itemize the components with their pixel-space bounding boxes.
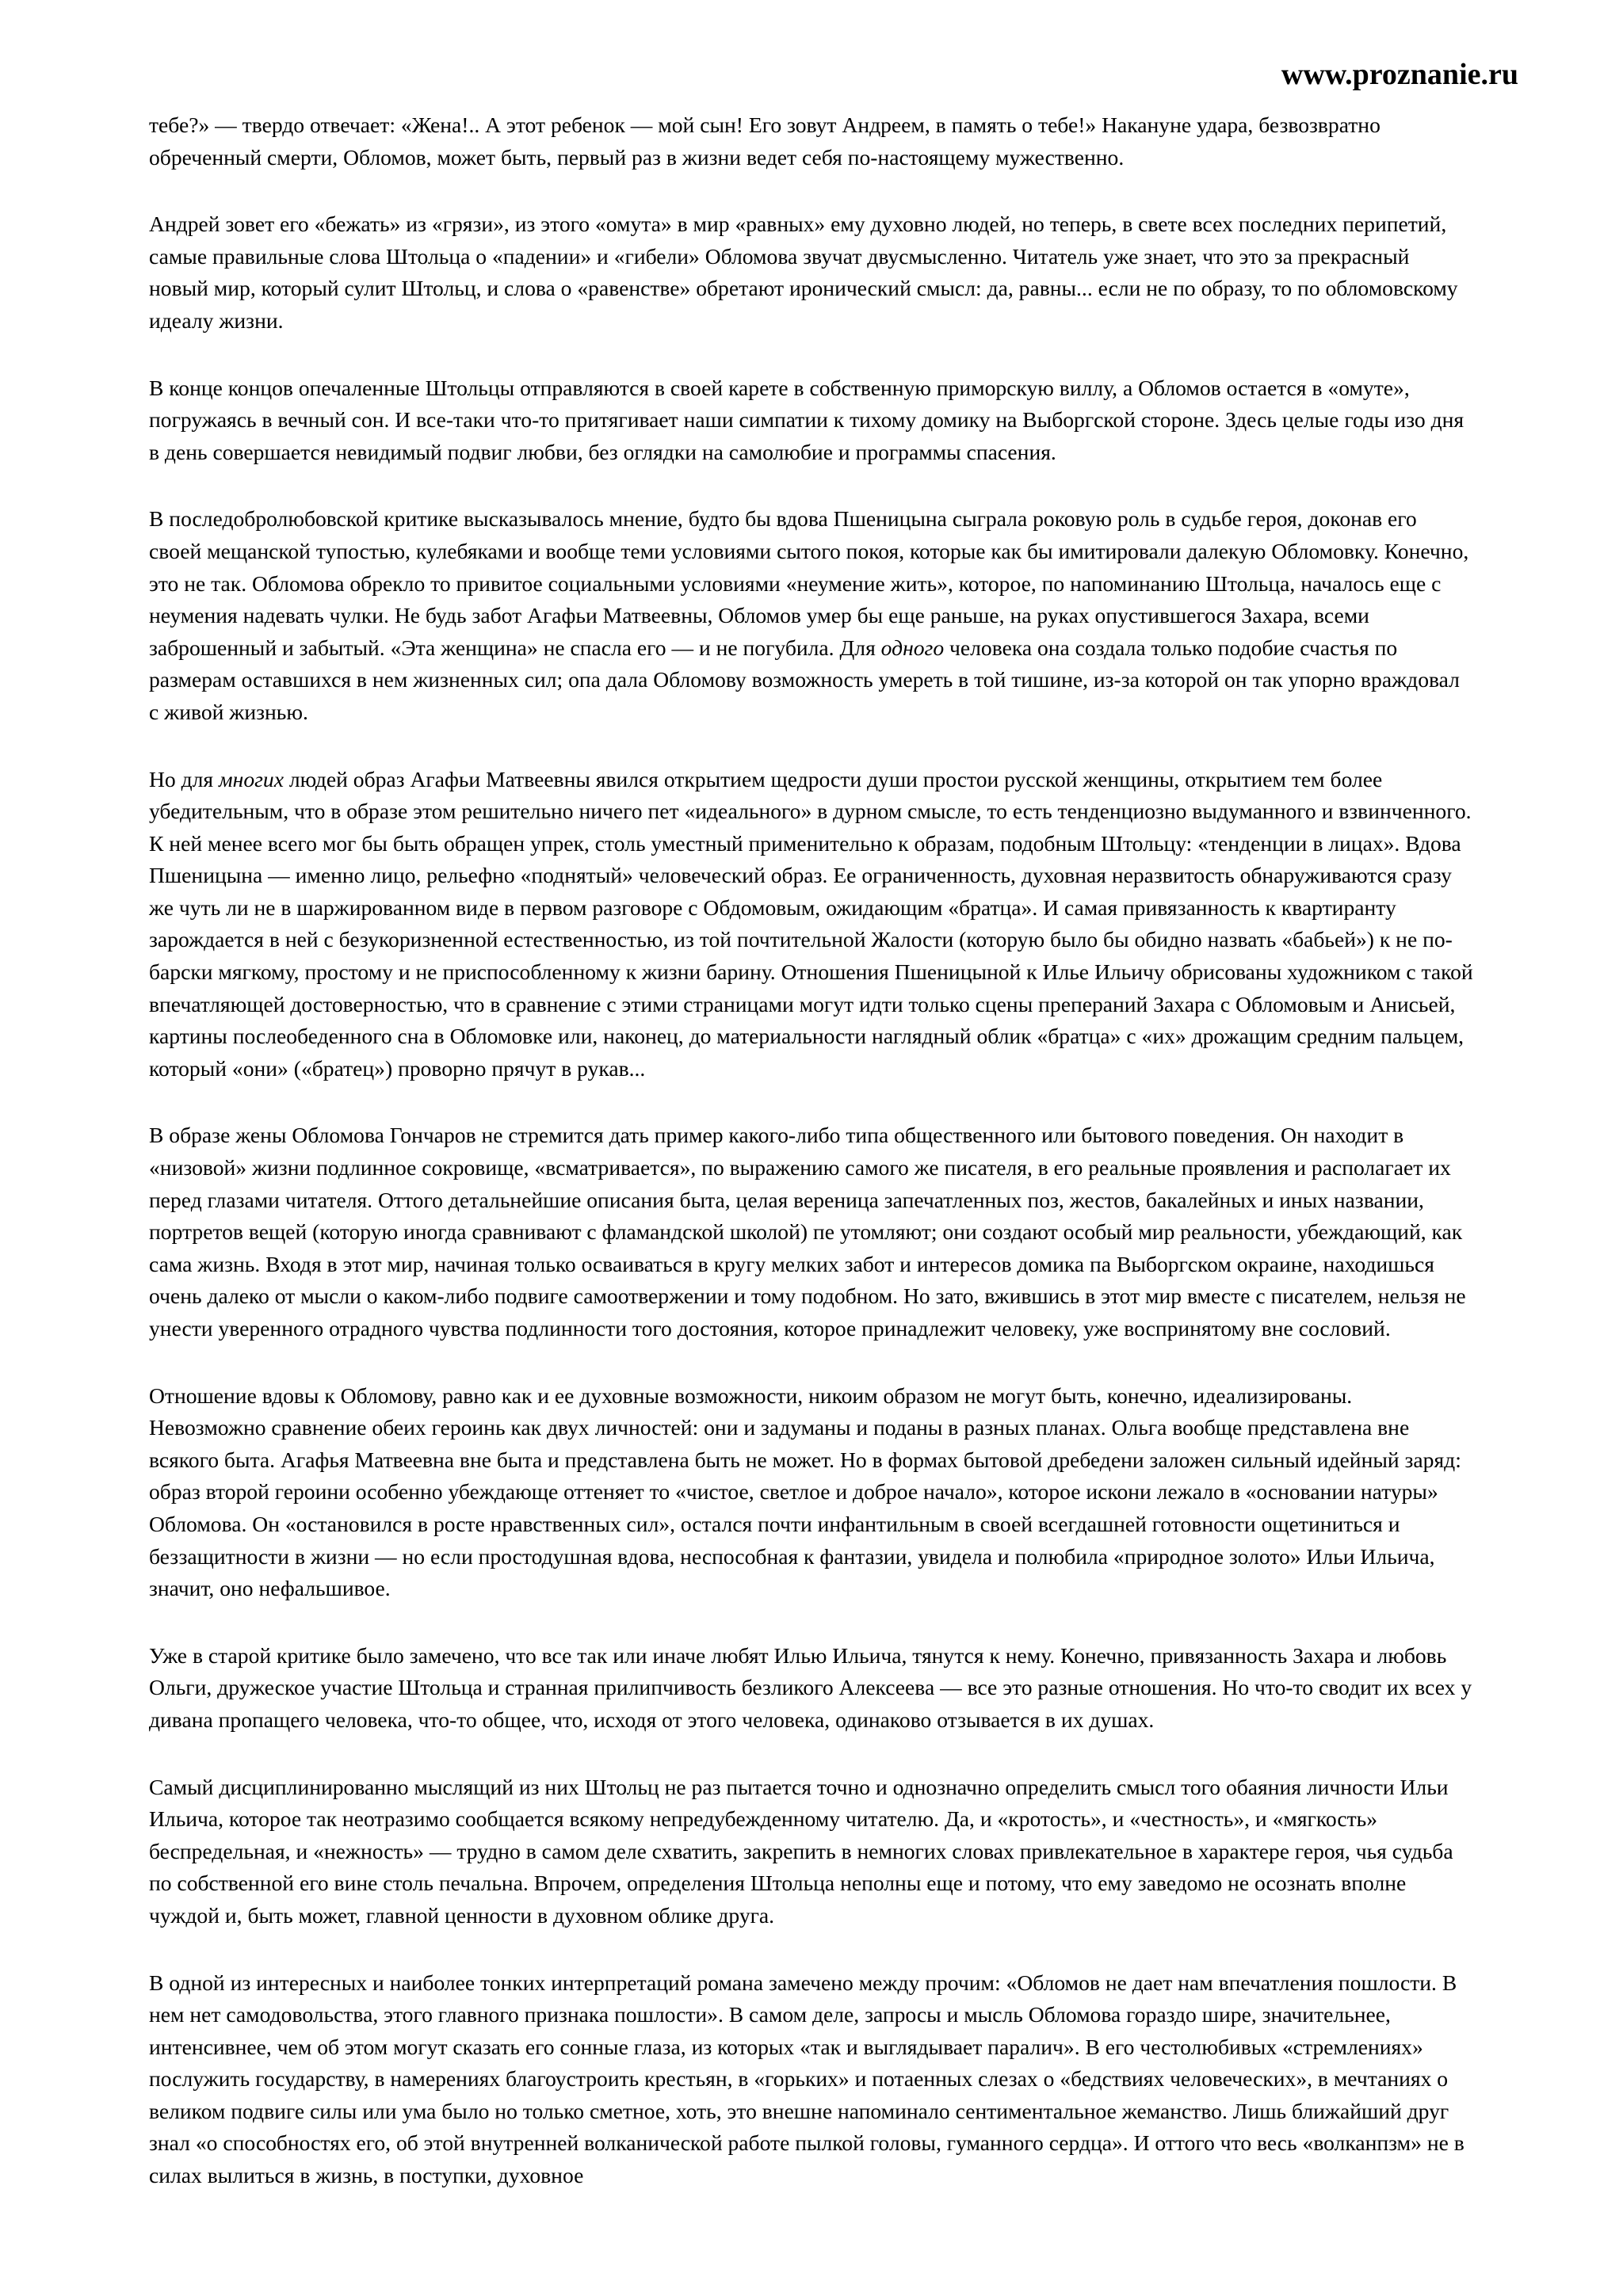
- paragraph-text: В образе жены Обломова Гончаров не стремится дать пример какого-либо типа общественного или бытового поведения. Он находит в «низовой» жизни подлинное сокровище, «всматривается», по выражению самого же писателя, в его реальные проявления и располагает их перед глазами читателя. Оттого детальнейшие описания быта, целая вереница запечатленных поз, жестов, бакалейных и иных названии, портретов вещей (которую иногда сравнивают с фламандской школой) пе утомляют; они создают особый мир реальности, убеждающий, как сама жизнь. Входя в этот мир, начиная только осваиваться в кругу мелких забот и интересов домика па Выборгском окраине, находишься очень далеко от мысли о каком-либо подвиге самоотвержении и тому подобном. Но зато, вжившись в этот мир вместе с писателем, нельзя не унести уверенного отрадного чувства подлинности того достояния, которое принадлежит человеку, уже воспринятому вне сословий.: [149, 1123, 1466, 1341]
- emphasis-text: многих: [219, 766, 284, 791]
- document-body: [149, 109, 1474, 2227]
- paragraph-text: тебе?» — твердо отвечает: «Жена!.. А этот ребенок — мой сын! Его зовут Андреем, в память о тебе!» Накануне удара, безвозвратно обреченный смерти, Обломов, может быть, первый раз в жизни ведет себя по-настоящему мужественно.: [149, 113, 1381, 170]
- paragraph-text: Отношение вдовы к Обломову, равно как и ее духовные возможности, никоим образом не могут быть, конечно, идеализированы. Невозможно сравнение обеих героинь как двух личностей: они и задуманы и поданы в разных планах. Ольга вообще представлена вне всякого быта. Агафья Матвеевна вне быта и представлена быть не может. Но в формах бытовой дребедени заложен сильный идейный заряд: образ второй героини особенно убеждающе оттеняет то «чистое, светлое и доброе начало», которое искони лежало в «основании натуры» Обломова. Он «остановился в росте нравственных сил», остался почти инфантильным в своей всегдашней готовности ощетиниться и беззащитности в жизни — но если простодушная вдова, неспособная к фантазии, увидела и полюбила «природное золото» Ильи Ильича, значит, оно нефальшивое.: [149, 1383, 1461, 1601]
- paragraph-text: В конце концов опечаленные Штольцы отправляются в своей карете в собственную приморскую виллу, а Обломов остается в «омуте», погружаясь в вечный сон. И все-таки что-то притягивает наши симпатии к тихому домику на Выборгской стороне. Здесь целые годы изо дня в день совершается невидимый подвиг любви, без оглядки на самолюбие и программы спасения.: [149, 375, 1465, 464]
- paragraph-text: людей образ Агафьи Матвеевны явился открытием щедрости души простои русской женщины, открытием тем более убедительным, что в образе этом решительно ничего пет «идеального» в дурном смысле, то есть тенденциозно выдуманного и взвинченного. К ней менее всего мог бы быть обращен упрек, столь уместный применительно к образам, подобным Штольцу: «тенденции в лицах». Вдова Пшеницына — именно лицо, рельефно «поднятый» человеческий образ. Ее ограниченность, духовная неразвитость обнаруживаются сразу же чуть ли не в шаржированном виде в первом разговоре с Обдомовым, ожидающим «братца». И самая привязанность к квартиранту зарождается в ней с безукоризненной естественностью, из той почтительной Жалости (которую было бы обидно назвать «бабьей») к не по-барски мягкому, простому и не приспособленному к жизни барину. Отношения Пшеницыной к Илье Ильичу обрисованы художником с такой впечатляющей достоверностью, что в сравнение с этими страницами могут идти только сцены препераний Захара с Обломовым и Анисьей, картины послеобеденного сна в Обломовке или, наконец, до материальности наглядный облик «братца» с «их» дрожащим средним пальцем, который «они» («братец») проворно прячут в рукав...: [149, 766, 1473, 1081]
- emphasis-text: одного: [880, 635, 945, 660]
- paragraph-8: [149, 1640, 1474, 1737]
- paragraph-3: [149, 372, 1474, 469]
- paragraph-text: Самый дисциплинированно мыслящий из них Штольц не раз пытается точно и однозначно определить смысл того обаяния личности Ильи Ильича, которое так неотразимо сообщается всякому непредубежденному читателю. Да, и «кротость», и «честность», и «мягкость» беспредельная, и «нежность» — трудно в самом деле схватить, закрепить в немногих словах привлекательное в характере героя, чья судьба по собственной его вине столь печальна. Впрочем, определения Штольца неполны еще и потому, что ему заведомо не осознать вполне чуждой и, быть может, главной ценности в духовном облике друга.: [149, 1774, 1453, 1928]
- paragraph-5: [149, 764, 1474, 1085]
- paragraph-text: Уже в старой критике было замечено, что все так или иначе любят Илью Ильича, тянутся к нему. Конечно, привязанность Захара и любовь Ольги, дружеское участие Штольца и странная прилипчивость безликого Алексеева — все это разные отношения. Но что-то сводит их всех у дивана пропащего человека, что-то общее, что, исходя от этого человека, одинаково отзывается в их душах.: [149, 1642, 1472, 1732]
- paragraph-text: В одной из интересных и наиболее тонких интерпретаций романа замечено между прочим: «Обломов не дает нам впечатления пошлости. В нем нет самодовольства, этого главного признака пошлости». В самом деле, запросы и мысль Обломова гораздо шире, значительнее, интенсивнее, чем об этом могут сказать его сонные глаза, из которых «так и выглядывает паралич». В его честолюбивых «стремлениях» послужить государству, в намерениях благоустроить крестьян, в «горьких» и потаенных слезах о «бедствиях человеческих», в мечтаниях о великом подвиге силы или ума было но только сметное, хоть, это внешне напоминало сентиментальное жеманство. Лишь ближайший друг знал «о способностях его, об этой внутренней волканической работе пылкой головы, гуманного сердца». И оттого что весь «волканпзм» не в силах вылиться в жизнь, в поступки, духовное: [149, 1970, 1465, 2188]
- paragraph-text: В последобролюбовской критике высказывалось мнение, будто бы вдова Пшеницына сыграла роковую роль в судьбе героя, доконав его своей мещанской тупостью, кулебяками и вообще теми условиями сытого покоя, которые как бы имитировали далекую Обломовку. Конечно, это не так. Обломова обрекло то привитое социальными условиями «неумение жить», которое, по напоминанию Штольца, началось еще с неумения надевать чулки. Не будь забот Агафьи Матвеевны, Обломов умер бы еще раньше, на руках опустившегося Захара, всеми заброшенный и забытый. «Эта женщина» не спасла его — и не погубила. Для: [149, 506, 1469, 660]
- paragraph-9: [149, 1772, 1474, 1932]
- paragraph-2: [149, 208, 1474, 337]
- paragraph-4: [149, 503, 1474, 728]
- paragraph-text: Андрей зовет его «бежать» из «грязи», из этого «омута» в мир «равных» ему духовно людей, но теперь, в свете всех последних перипетий, самые правильные слова Штольца о «падении» и «гибели» Обломова звучат двусмысленно. Читатель уже знает, что это за прекрасный новый мир, который сулит Штольц, и слова о «равенстве» обретают иронический смысл: да, равны... если не по образу, то по обломовскому идеалу жизни.: [149, 212, 1458, 333]
- paragraph-text: человека она создала только подобие счастья по размерам оставшихся в нем жизненных сил; опа дала Обломову возможность умереть в той тишине, из-за которой он так упорно враждовал с живой жизнью.: [149, 635, 1460, 724]
- paragraph-7: [149, 1380, 1474, 1605]
- paragraph-6: [149, 1119, 1474, 1344]
- paragraph-text: Но для: [149, 766, 220, 791]
- paragraph-10: [149, 1967, 1474, 2192]
- paragraph-1: [149, 109, 1474, 174]
- site-url-header: www.proznanie.ru: [1281, 58, 1518, 91]
